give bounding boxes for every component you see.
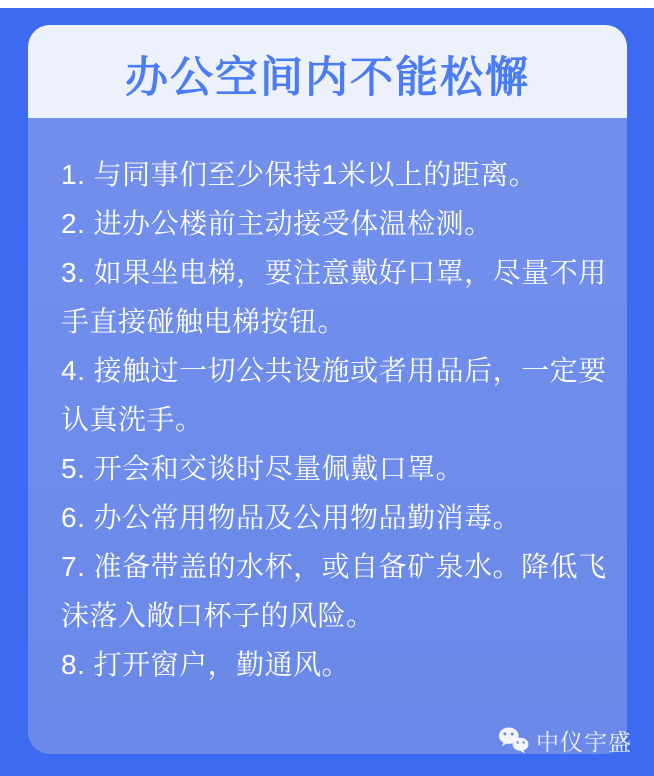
rule-item-5: 5. 开会和交谈时尽量佩戴口罩。 [61, 453, 465, 484]
rule-item-3: 3. 如果坐电梯，要注意戴好口罩，尽量不用手直接碰触电梯按钮。 [61, 257, 607, 337]
rule-item-7: 7. 准备带盖的水杯，或自备矿泉水。降低飞沫落入敞口杯子的风险。 [61, 551, 607, 631]
rule-item-2: 2. 进办公楼前主动接受体温检测。 [61, 208, 493, 239]
rule-item-1: 1. 与同事们至少保持1米以上的距离。 [61, 159, 538, 190]
rule-item-6: 6. 办公常用物品及公用物品勤消毒。 [61, 502, 522, 533]
card-header [28, 25, 627, 118]
rule-item-4: 4. 接触过一切公共设施或者用品后，一定要认真洗手。 [61, 355, 607, 435]
page-title: 办公空间内不能松懈 [125, 54, 530, 102]
rules-card [28, 25, 627, 754]
top-white-strip [0, 0, 654, 8]
watermark [498, 723, 632, 757]
watermark-label: 中仪宇盛 [536, 728, 632, 755]
rules-list [28, 118, 627, 689]
rule-item-8: 8. 打开窗户，勤通风。 [61, 649, 351, 680]
wechat-icon [498, 726, 529, 754]
